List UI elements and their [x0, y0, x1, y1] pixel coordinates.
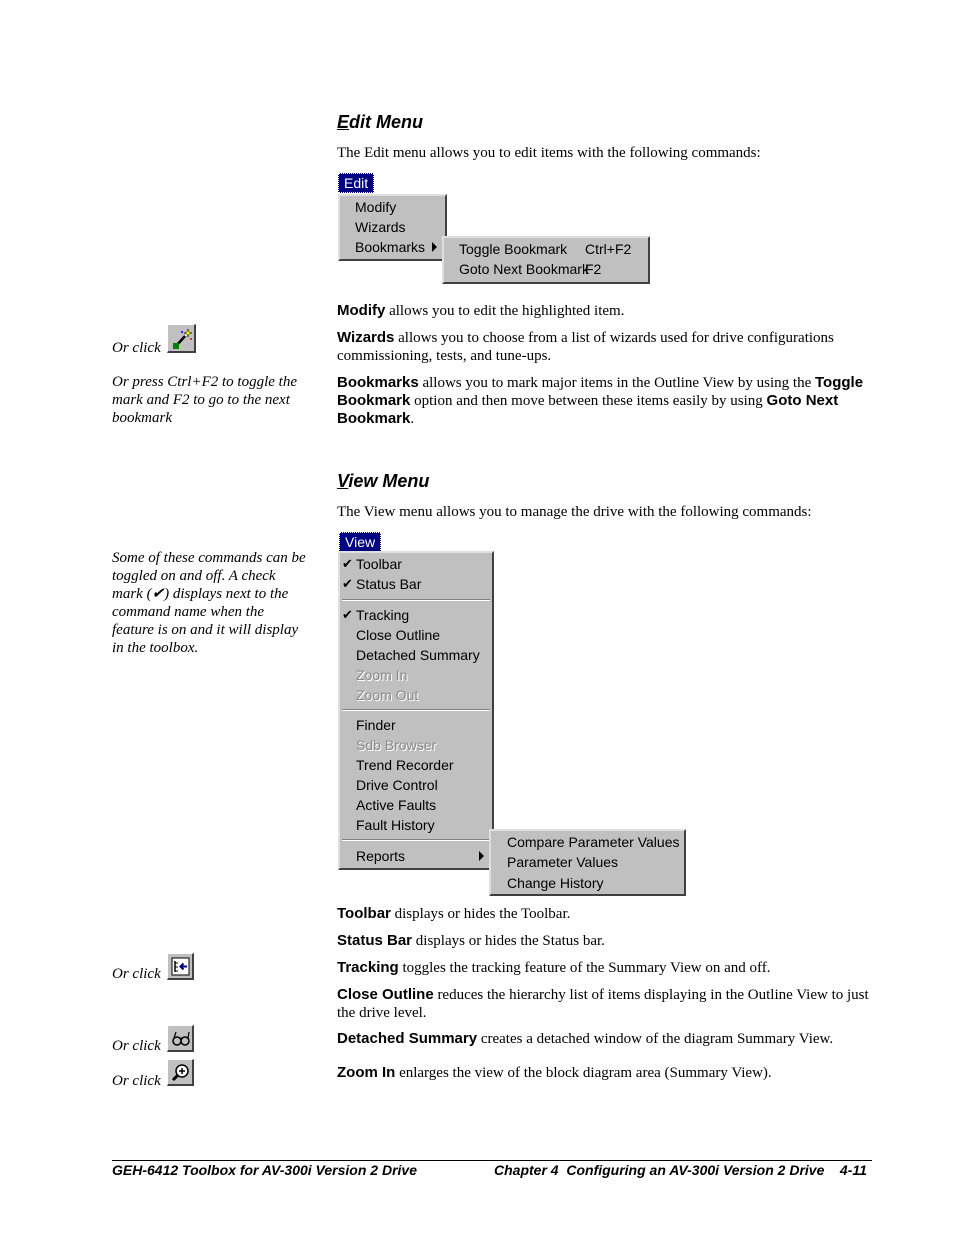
view-item-tracking[interactable]: Tracking: [356, 607, 410, 623]
edit-menu-heading: Edit Menu: [337, 112, 424, 132]
view-item-sdb-browser: Sdb Browser: [356, 737, 437, 753]
view-item-status-bar[interactable]: Status Bar: [356, 576, 422, 592]
zoom-in-paragraph: Zoom In enlarges the view of the block diagram area (Summary View).: [337, 1064, 772, 1081]
reports-item-parameter-values[interactable]: Parameter Values: [507, 854, 619, 870]
view-item-drive-control[interactable]: Drive Control: [356, 777, 438, 793]
toggle-bookmark-shortcut: Ctrl+F2: [585, 241, 632, 257]
tracking-paragraph: Tracking toggles the tracking feature of the Summary View on and off.: [337, 959, 771, 976]
checkmark-icon: ✔: [342, 556, 353, 571]
close-outline-paragraph: Close Outline reduces the hierarchy list of items displaying in the Outline View to just the drive level.: [337, 986, 869, 1021]
view-item-zoom-out: Zoom Out: [356, 687, 419, 703]
check-mark-note: Some of these commands can be toggled on and off. A check mark (✔) displays next to the command name when the feature is on and it will display in the toolbox.: [112, 550, 306, 656]
view-item-fault-history[interactable]: Fault History: [356, 817, 435, 833]
checkmark-icon: ✔: [342, 576, 353, 591]
submenu-item-goto-next-bookmark[interactable]: Goto Next Bookmark: [459, 261, 589, 277]
bookmark-shortcut-note: Or press Ctrl+F2 to toggle the mark and F2 to go to the next bookmark: [112, 374, 297, 426]
goto-next-bookmark-shortcut: F2: [585, 261, 602, 277]
footer-right: Chapter 4 Configuring an AV-300i Version 2 Drive 4-11: [494, 1162, 867, 1178]
edit-menu-item-modify[interactable]: Modify: [355, 199, 397, 215]
view-item-detached-summary[interactable]: Detached Summary: [356, 647, 480, 663]
submenu-item-toggle-bookmark[interactable]: Toggle Bookmark: [459, 241, 568, 257]
footer-left: GEH-6412 Toolbox for AV-300i Version 2 Drive: [112, 1162, 417, 1178]
edit-intro: The Edit menu allows you to edit items with the following commands:: [337, 145, 761, 161]
status-bar-paragraph: Status Bar displays or hides the Status bar.: [337, 932, 605, 949]
reports-item-change-history[interactable]: Change History: [507, 875, 604, 891]
wizards-paragraph: Wizards allows you to choose from a list of wizards used for drive configurations commissioning, tests, and tune-ups.: [337, 329, 834, 364]
view-item-toolbar[interactable]: Toolbar: [356, 556, 402, 572]
view-menu-heading: View Menu: [337, 471, 430, 491]
or-click-zoom-note: Or click: [112, 1073, 161, 1089]
or-click-close-outline-note: Or click: [112, 966, 161, 982]
view-item-finder[interactable]: Finder: [356, 717, 396, 733]
checkmark-icon: ✔: [342, 607, 353, 622]
or-click-wizard-note: Or click: [112, 340, 161, 356]
view-item-reports[interactable]: Reports: [356, 848, 406, 864]
view-item-close-outline[interactable]: Close Outline: [356, 627, 441, 643]
toolbar-paragraph: Toolbar displays or hides the Toolbar.: [337, 905, 571, 922]
edit-menu-item-bookmarks[interactable]: Bookmarks: [355, 239, 426, 255]
view-item-zoom-in: Zoom In: [356, 667, 408, 683]
modify-paragraph: Modify allows you to edit the highlighted item.: [337, 302, 625, 319]
edit-menu-title[interactable]: Edit: [338, 173, 374, 193]
view-menu-title[interactable]: View: [339, 532, 381, 552]
bookmarks-paragraph: Bookmarks allows you to mark major items in the Outline View by using the Toggle Bookmark option and then move between these items easily by using Goto Next Bookmark.: [337, 374, 864, 427]
detached-summary-paragraph: Detached Summary creates a detached window of the diagram Summary View.: [337, 1030, 834, 1047]
submenu-arrow-icon: [432, 242, 437, 252]
zoom-in-icon[interactable]: [167, 1059, 194, 1086]
menu-separator: [342, 839, 490, 841]
view-item-active-faults[interactable]: Active Faults: [356, 797, 437, 813]
edit-menu-item-wizards[interactable]: Wizards: [355, 219, 406, 235]
wizard-wand-icon[interactable]: [167, 324, 196, 353]
view-item-trend-recorder[interactable]: Trend Recorder: [356, 757, 454, 773]
menu-separator: [342, 709, 490, 711]
menu-separator: [342, 599, 490, 601]
submenu-arrow-icon: [479, 851, 484, 861]
or-click-detached-note: Or click: [112, 1038, 161, 1054]
view-intro: The View menu allows you to manage the drive with the following commands:: [337, 504, 812, 520]
detached-summary-icon[interactable]: [167, 1025, 194, 1052]
close-outline-icon[interactable]: [167, 953, 194, 980]
reports-item-compare-parameter-values[interactable]: Compare Parameter Values: [507, 834, 680, 850]
footer-rule: [112, 1160, 872, 1161]
